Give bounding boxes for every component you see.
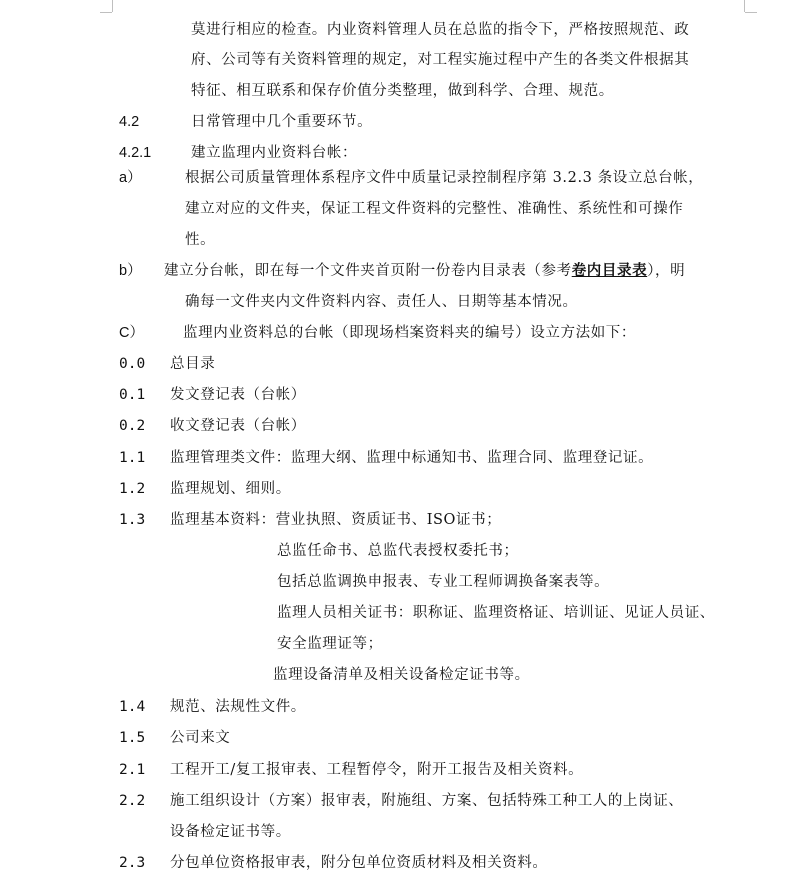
section-number: 4.2 [119,114,140,130]
text-run: ），明 [647,263,686,279]
index-number: 1.1 [119,450,146,466]
index-number: 2.2 [119,793,146,809]
index-text: 工程开工/复工报审表、工程暂停令，附开工报告及相关资料。 [170,762,584,778]
index-text: 监理基本资料：营业执照、资质证书、ISO证书； [170,512,502,528]
index-number: 1.5 [119,730,146,746]
index-number: 2.3 [119,855,146,871]
sub-item: 安全监理证等； [277,636,383,652]
paragraph-line: 确每一文件夹内文件资料内容、责任人、日期等基本情况。 [185,294,578,310]
item-label: b） [119,263,142,279]
paragraph-line: 根据公司质量管理体系程序文件中质量记录控制程序第 3.2.3 条设立总台帐， [185,170,704,186]
crop-mark-top-right-h [745,12,757,13]
text-run: 建立分台帐，即在每一个文件夹首页附一份卷内目录表（参考 [164,263,572,279]
paragraph-line: 性。 [185,232,216,248]
section-heading: 日常管理中几个重要环节。 [191,114,373,130]
sub-item: 监理人员相关证书：职称证、监理资格证、培训证、见证人员证、 [277,605,715,621]
crop-mark-top-left-h [100,12,112,13]
paragraph-line: 府、公司等有关资料管理的规定，对工程实施过程中产生的各类文件根据其 [191,52,690,68]
paragraph-line: 特征、相互联系和保存价值分类整理，做到科学、合理、规范。 [191,83,614,99]
index-text: 收文登记表（台帐） [170,418,306,434]
index-number: 1.2 [119,481,146,497]
index-number: 1.3 [119,512,146,528]
crop-mark-top-right [744,0,745,12]
index-number: 0.1 [119,387,146,403]
index-number: 2.1 [119,762,146,778]
crop-mark-top-left [112,0,113,12]
sub-item: 包括总监调换申报表、专业工程师调换备案表等。 [277,574,610,590]
index-text: 设备检定证书等。 [170,824,291,840]
index-text: 监理规划、细则。 [170,481,291,497]
index-number: 1.4 [119,699,146,715]
paragraph-line: 莫进行相应的检查。内业资料管理人员在总监的指令下，严格按照规范、政 [191,22,690,38]
paragraph-line: 监理内业资料总的台帐（即现场档案资料夹的编号）设立方法如下： [183,325,636,341]
index-text: 总目录 [170,356,216,372]
index-text: 分包单位资格报审表，附分包单位资质材料及相关资料。 [170,855,548,871]
sub-item: 总监任命书、总监代表授权委托书； [277,543,519,559]
sub-item: 监理设备清单及相关设备检定证书等。 [273,667,530,683]
reference-link[interactable]: 卷内目录表 [571,262,648,279]
item-label: C） [119,325,144,341]
index-text: 监理管理类文件：监理大纲、监理中标通知书、监理合同、监理登记证。 [170,450,654,466]
index-text: 公司来文 [170,730,231,746]
index-number: 0.0 [119,356,146,372]
section-heading: 建立监理内业资料台帐： [191,145,358,161]
index-text: 规范、法规性文件。 [170,699,306,715]
item-label: a） [119,170,142,186]
index-text: 发文登记表（台帐） [170,387,306,403]
index-text: 施工组织设计（方案）报审表，附施组、方案、包括特殊工种工人的上岗证、 [170,793,684,809]
index-number: 0.2 [119,418,146,434]
section-number: 4.2.1 [119,145,152,161]
paragraph-line: 建立对应的文件夹，保证工程文件资料的完整性、准确性、系统性和可操作 [185,201,684,217]
paragraph-line [164,261,685,281]
